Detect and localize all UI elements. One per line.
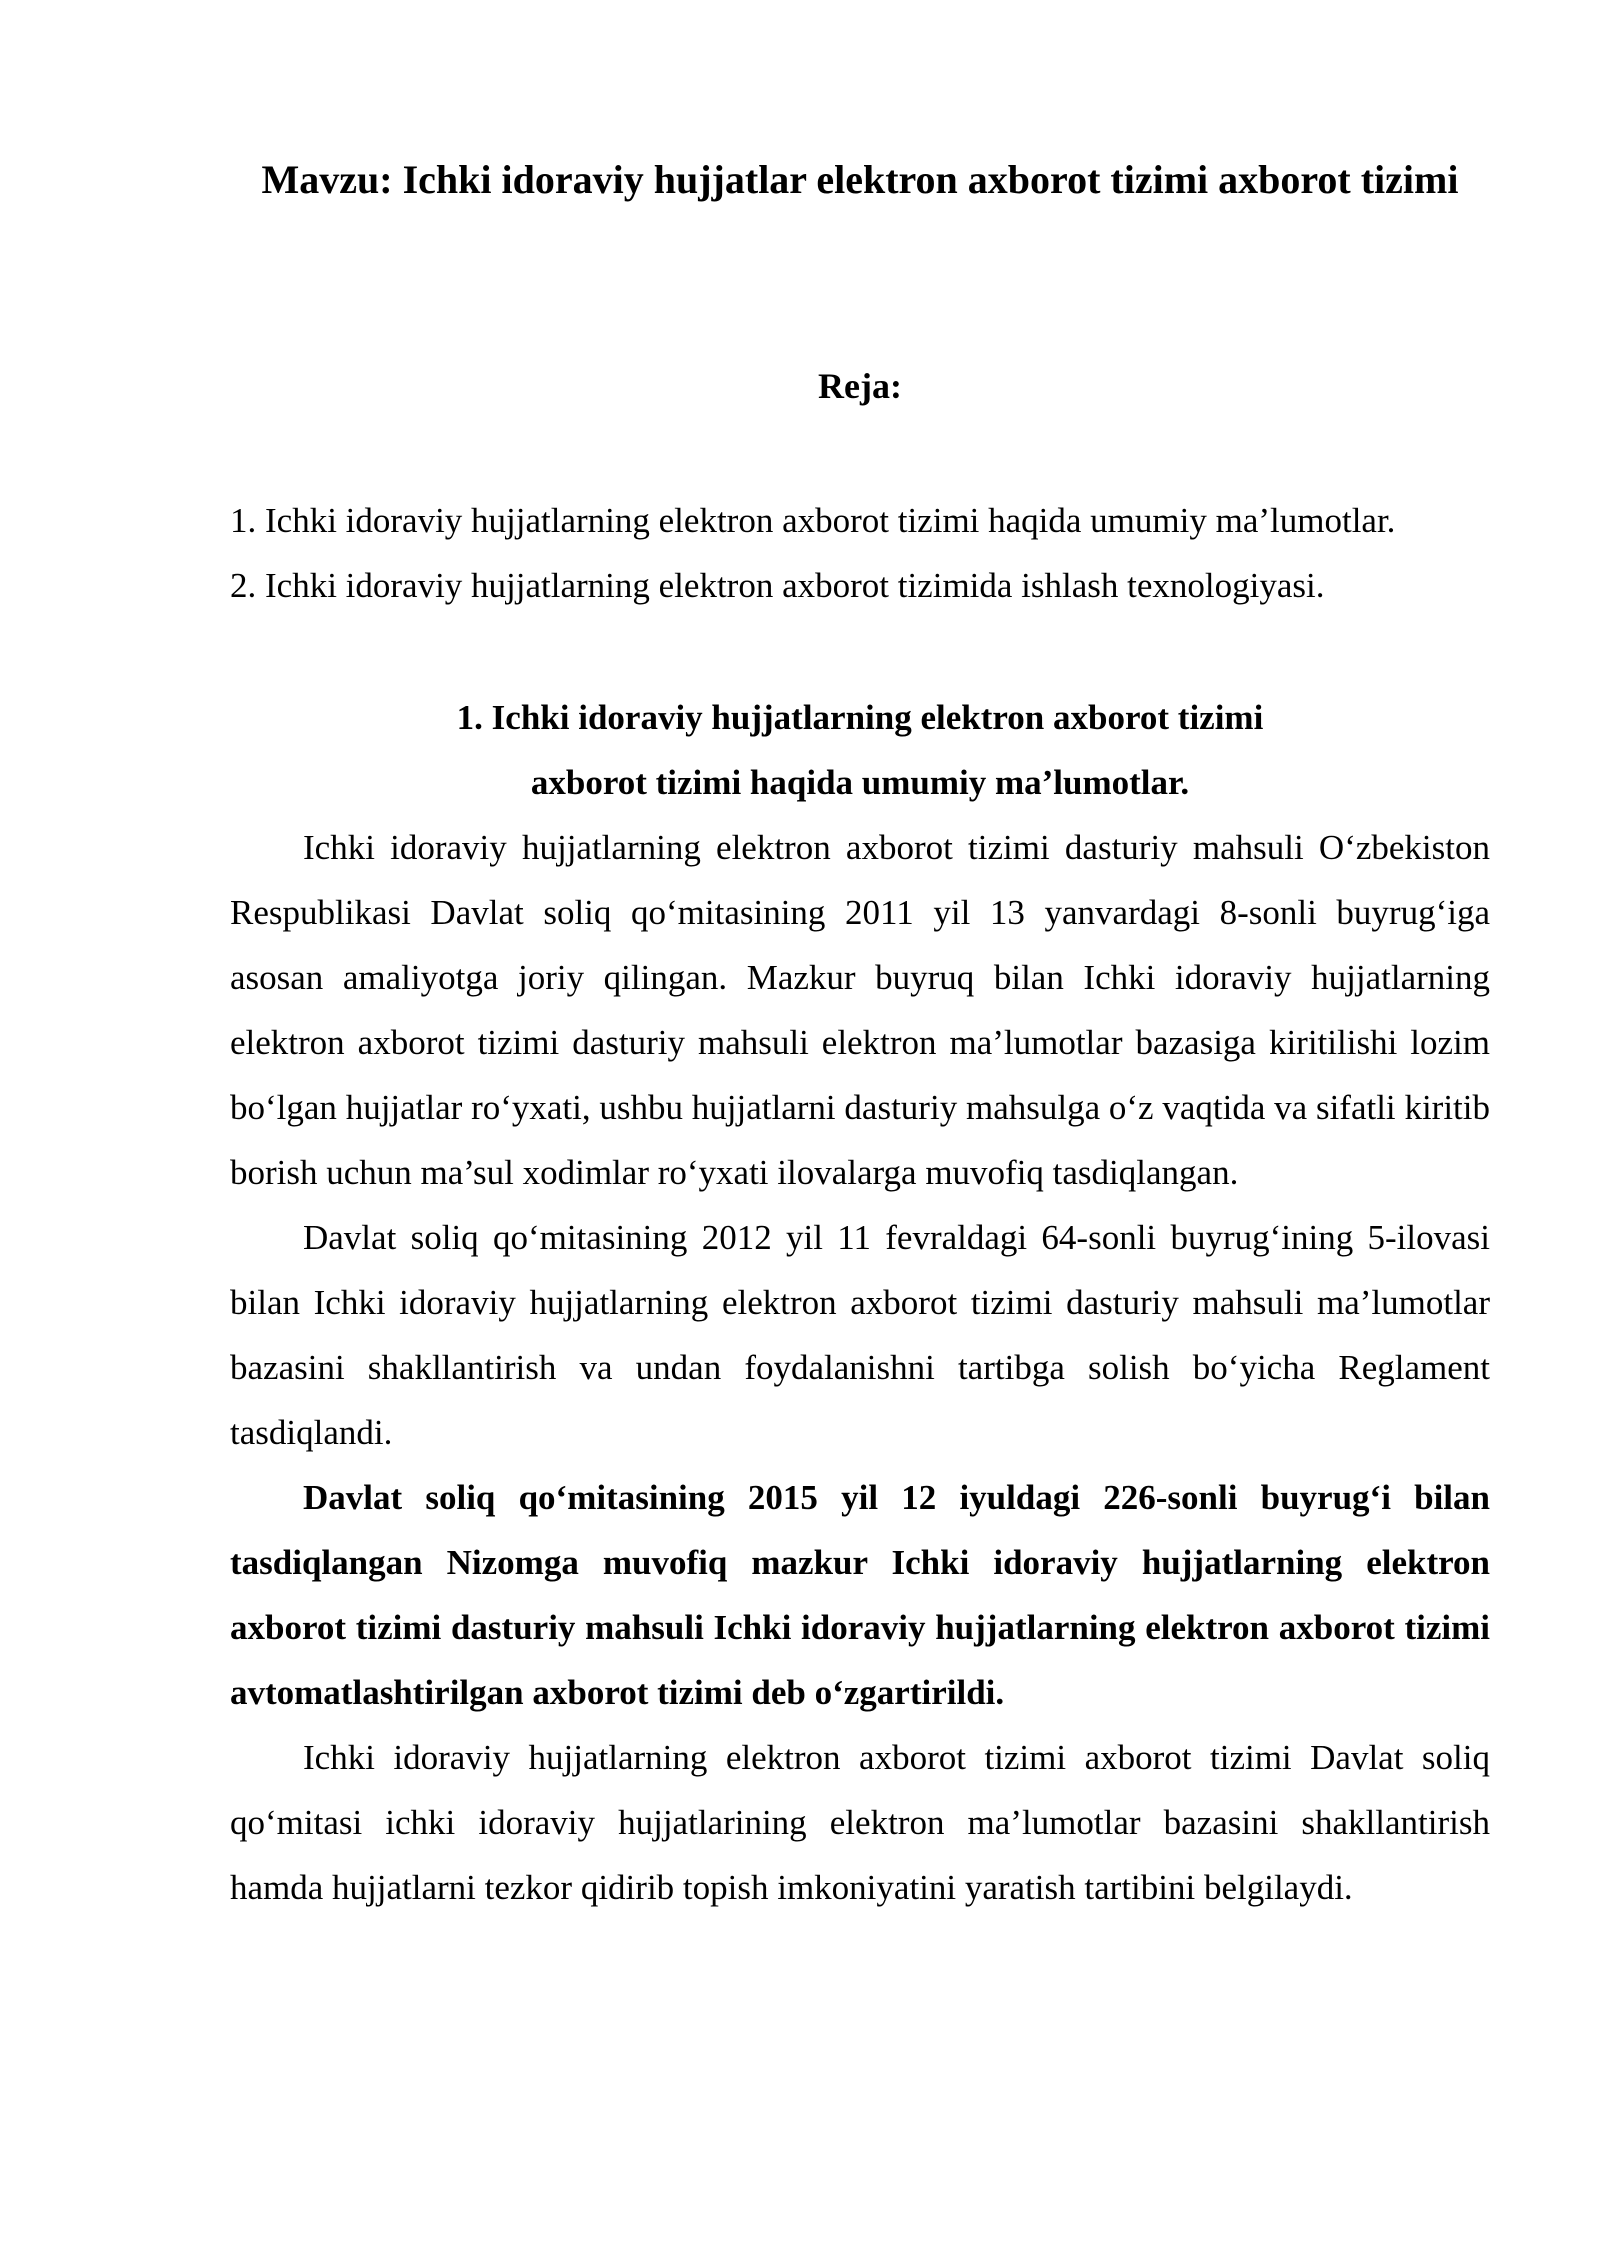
plan-heading: Reja: [818,366,902,406]
section-heading [230,685,1490,815]
plan-item: 1. Ichki idoraviy hujjatlarning elektron axborot tizimi haqida umumiy ma’lumotlar. [230,501,1396,540]
body-text [230,815,1490,1920]
paragraph: Ichki idoraviy hujjatlarning elektron axborot tizimi axborot tizimi Davlat soliq qo‘mitasi ichki idoraviy hujjatlarining elektron ma’lumotlar bazasini shakllantirish hamda hujjatlarni tezkor qidirib topish imkoniyatini yaratish tartibini belgilaydi. [230,1738,1490,1907]
plan-list [230,488,1520,618]
paragraph-bold: Davlat soliq qo‘mitasining 2015 yil 12 iyuldagi 226-sonli buyrug‘i bilan tasdiqlangan Nizomga muvofiq mazkur Ichki idoraviy hujjatlarning elektron axborot tizimi dasturiy mahsuli Ichki idoraviy hujjatlarning elektron axborot tizimi avtomatlashtirilgan axborot tizimi deb o‘zgartirildi. [230,1478,1490,1712]
plan-item: 2. Ichki idoraviy hujjatlarning elektron axborot tizimida ishlash texnologiyasi. [230,566,1325,605]
section-heading-line: 1. Ichki idoraviy hujjatlarning elektron axborot tizimi [456,698,1264,737]
document-title: Mavzu: Ichki idoraviy hujjatlar elektron axborot tizimi axborot tizimi [261,157,1459,202]
section-heading-line: axborot tizimi haqida umumiy ma’lumotlar. [530,763,1190,802]
paragraph: Davlat soliq qo‘mitasining 2012 yil 11 fevraldagi 64-sonli buyrug‘ining 5-ilovasi bilan Ichki idoraviy hujjatlarning elektron axborot tizimi dasturiy mahsuli ma’lumotlar bazasini shakllantirish va undan foydalanishni tartibga solish bo‘yicha Reglament tasdiqlandi. [230,1218,1490,1452]
paragraph: Ichki idoraviy hujjatlarning elektron axborot tizimi dasturiy mahsuli O‘zbekiston Respublikasi Davlat soliq qo‘mitasining 2011 yil 13 yanvardagi 8-sonli buyrug‘iga asosan amaliyotga joriy qilingan. Mazkur buyruq bilan Ichki idoraviy hujjatlarning elektron axborot tizimi dasturiy mahsuli elektron ma’lumotlar bazasiga kiritilishi lozim bo‘lgan hujjatlar ro‘yxati, ushbu hujjatlarni dasturiy mahsulga o‘z vaqtida va sifatli kiritib borish uchun ma’sul xodimlar ro‘yxati ilovalarga muvofiq tasdiqlangan. [230,828,1490,1192]
